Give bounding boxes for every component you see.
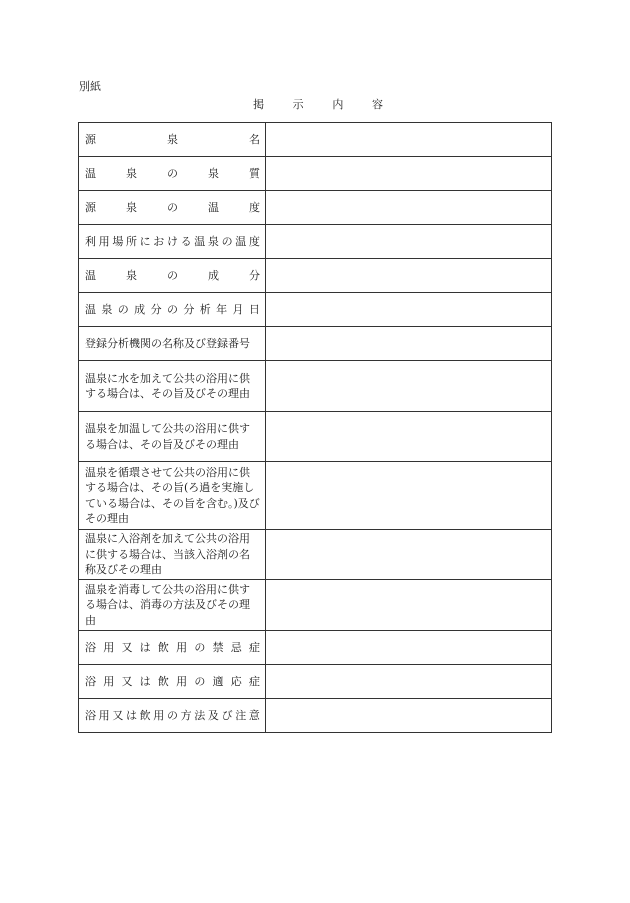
value-source-name bbox=[266, 123, 552, 157]
label-char: 用 bbox=[98, 708, 110, 722]
label-char: 泉 bbox=[208, 166, 219, 180]
label-char: の bbox=[166, 302, 178, 316]
label-char: 用 bbox=[176, 674, 188, 688]
label-char: 所 bbox=[125, 234, 137, 248]
label-char: 温 bbox=[235, 234, 247, 248]
label-char: 名 bbox=[249, 132, 260, 146]
label-source-temperature bbox=[79, 191, 266, 225]
label-indications bbox=[79, 665, 266, 699]
label-char: 成 bbox=[208, 268, 219, 282]
label-char: 泉 bbox=[126, 268, 137, 282]
label-text: 温泉に水を加えて公共の浴用に供する場合は、その旨及びその理由 bbox=[85, 371, 250, 400]
label-analysis-institution bbox=[79, 327, 266, 361]
label-text-spread bbox=[85, 268, 260, 284]
label-char: 温 bbox=[85, 166, 96, 180]
label-usage-temperature bbox=[79, 225, 266, 259]
label-char: は bbox=[139, 674, 151, 688]
label-char: の bbox=[166, 708, 178, 722]
label-text-spread bbox=[85, 234, 260, 250]
label-char: 又 bbox=[112, 708, 124, 722]
label-char: に bbox=[139, 234, 151, 248]
label-char: 泉 bbox=[167, 132, 178, 146]
label-text-spread bbox=[85, 640, 260, 656]
value-water-added bbox=[266, 361, 552, 412]
label-char: 用 bbox=[176, 640, 188, 654]
value-heated bbox=[266, 412, 552, 462]
label-char: の bbox=[167, 200, 178, 214]
label-text-spread bbox=[85, 200, 260, 216]
label-char: 源 bbox=[85, 200, 96, 214]
label-char: 温 bbox=[194, 234, 206, 248]
label-char: 法 bbox=[194, 708, 206, 722]
label-char: の bbox=[167, 268, 178, 282]
label-char: 場 bbox=[112, 234, 124, 248]
label-char: び bbox=[221, 708, 233, 722]
label-water-added bbox=[79, 361, 266, 412]
label-char: 症 bbox=[248, 640, 260, 654]
label-char: 浴 bbox=[85, 674, 96, 688]
label-char: る bbox=[180, 234, 192, 248]
label-char: 禁 bbox=[212, 640, 224, 654]
label-char: 分 bbox=[150, 302, 162, 316]
label-char: 応 bbox=[230, 674, 242, 688]
title-char: 示 bbox=[292, 98, 304, 111]
label-char: 用 bbox=[103, 640, 115, 654]
label-char: の bbox=[167, 166, 178, 180]
label-char: 温 bbox=[85, 268, 96, 282]
label-char: 用 bbox=[98, 234, 110, 248]
page-title bbox=[253, 98, 383, 112]
label-char: 飲 bbox=[157, 674, 169, 688]
value-circulated bbox=[266, 462, 552, 530]
label-char: 泉 bbox=[126, 200, 137, 214]
label-char: 用 bbox=[103, 674, 115, 688]
table-row-usage-temperature bbox=[79, 225, 552, 259]
table-row-source-name bbox=[79, 123, 552, 157]
table-row-source-temperature bbox=[79, 191, 552, 225]
value-analysis-institution bbox=[266, 327, 552, 361]
label-bath-additive bbox=[79, 530, 266, 580]
label-char: 析 bbox=[199, 302, 211, 316]
label-analysis-date bbox=[79, 293, 266, 327]
label-char: の bbox=[194, 640, 206, 654]
label-char: 適 bbox=[212, 674, 224, 688]
label-char: 分 bbox=[249, 268, 260, 282]
label-char: 泉 bbox=[126, 166, 137, 180]
value-analysis-date bbox=[266, 293, 552, 327]
label-char: 日 bbox=[248, 302, 260, 316]
attachment-label: 別紙 bbox=[79, 80, 101, 93]
label-char: 忌 bbox=[230, 640, 242, 654]
label-char: 利 bbox=[85, 234, 96, 248]
label-heated bbox=[79, 412, 266, 462]
label-spring-quality bbox=[79, 157, 266, 191]
label-text: 温泉を消毒して公共の浴用に供する場合は、消毒の方法及びその理由 bbox=[85, 582, 250, 627]
label-char: 質 bbox=[249, 166, 260, 180]
table-row-analysis-institution bbox=[79, 327, 552, 361]
label-char: 分 bbox=[183, 302, 195, 316]
label-char: の bbox=[117, 302, 129, 316]
label-char: 方 bbox=[180, 708, 192, 722]
label-text-spread bbox=[85, 302, 260, 318]
table-row-analysis-date bbox=[79, 293, 552, 327]
label-char: 飲 bbox=[157, 640, 169, 654]
value-disinfected bbox=[266, 580, 552, 631]
label-char: 度 bbox=[248, 234, 260, 248]
label-circulated bbox=[79, 462, 266, 530]
label-components bbox=[79, 259, 266, 293]
label-char: 及 bbox=[207, 708, 219, 722]
table-row-water-added bbox=[79, 361, 552, 412]
value-bath-additive bbox=[266, 530, 552, 580]
label-char: の bbox=[194, 674, 206, 688]
label-disinfected bbox=[79, 580, 266, 631]
label-char: 源 bbox=[85, 132, 96, 146]
label-char: お bbox=[153, 234, 165, 248]
label-text-spread bbox=[85, 674, 260, 690]
table-row-method-precautions bbox=[79, 699, 552, 733]
table-row-spring-quality bbox=[79, 157, 552, 191]
label-source-name bbox=[79, 123, 266, 157]
label-text: 登録分析機関の名称及び登録番号 bbox=[85, 336, 250, 350]
table-row-bath-additive bbox=[79, 530, 552, 580]
label-char: 温 bbox=[85, 302, 96, 316]
label-char: は bbox=[139, 640, 151, 654]
label-char: 注 bbox=[235, 708, 247, 722]
label-char: は bbox=[125, 708, 137, 722]
value-spring-quality bbox=[266, 157, 552, 191]
label-char: 度 bbox=[249, 200, 260, 214]
label-contraindications bbox=[79, 631, 266, 665]
value-components bbox=[266, 259, 552, 293]
label-text: 温泉を加温して公共の浴用に供する場合は、その旨及びその理由 bbox=[85, 422, 250, 451]
label-char: 用 bbox=[153, 708, 165, 722]
label-text: 温泉に入浴剤を加えて公共の浴用に供する場合は、当該入浴剤の名称及びその理由 bbox=[85, 532, 250, 577]
table-row-circulated bbox=[79, 462, 552, 530]
label-method-precautions bbox=[79, 699, 266, 733]
label-char: 年 bbox=[216, 302, 228, 316]
table-row-indications bbox=[79, 665, 552, 699]
title-char: 容 bbox=[371, 98, 383, 111]
table-row-disinfected bbox=[79, 580, 552, 631]
label-char: 意 bbox=[248, 708, 260, 722]
value-indications bbox=[266, 665, 552, 699]
label-char: 浴 bbox=[85, 708, 96, 722]
label-char: 成 bbox=[134, 302, 146, 316]
value-usage-temperature bbox=[266, 225, 552, 259]
table-row-components bbox=[79, 259, 552, 293]
label-char: 症 bbox=[248, 674, 260, 688]
label-char: 飲 bbox=[139, 708, 151, 722]
table-row-heated bbox=[79, 412, 552, 462]
label-char: け bbox=[166, 234, 178, 248]
label-text-spread bbox=[85, 708, 260, 724]
label-char: 月 bbox=[232, 302, 244, 316]
value-source-temperature bbox=[266, 191, 552, 225]
label-char: の bbox=[221, 234, 233, 248]
label-char: 浴 bbox=[85, 640, 96, 654]
label-text: 温泉を循環させて公共の浴用に供する場合は、その旨(ろ過を実施している場合は、その旨を含む。)及びその理由 bbox=[85, 465, 260, 525]
value-method-precautions bbox=[266, 699, 552, 733]
notice-table bbox=[78, 122, 552, 733]
label-char: 泉 bbox=[101, 302, 113, 316]
label-text-spread bbox=[85, 132, 260, 148]
title-char: 内 bbox=[332, 98, 344, 111]
table-row-contraindications bbox=[79, 631, 552, 665]
label-char: 又 bbox=[121, 674, 133, 688]
label-text-spread bbox=[85, 166, 260, 182]
value-contraindications bbox=[266, 631, 552, 665]
label-char: 泉 bbox=[207, 234, 219, 248]
label-char: 又 bbox=[121, 640, 133, 654]
title-char: 掲 bbox=[253, 98, 264, 111]
label-char: 温 bbox=[208, 200, 219, 214]
